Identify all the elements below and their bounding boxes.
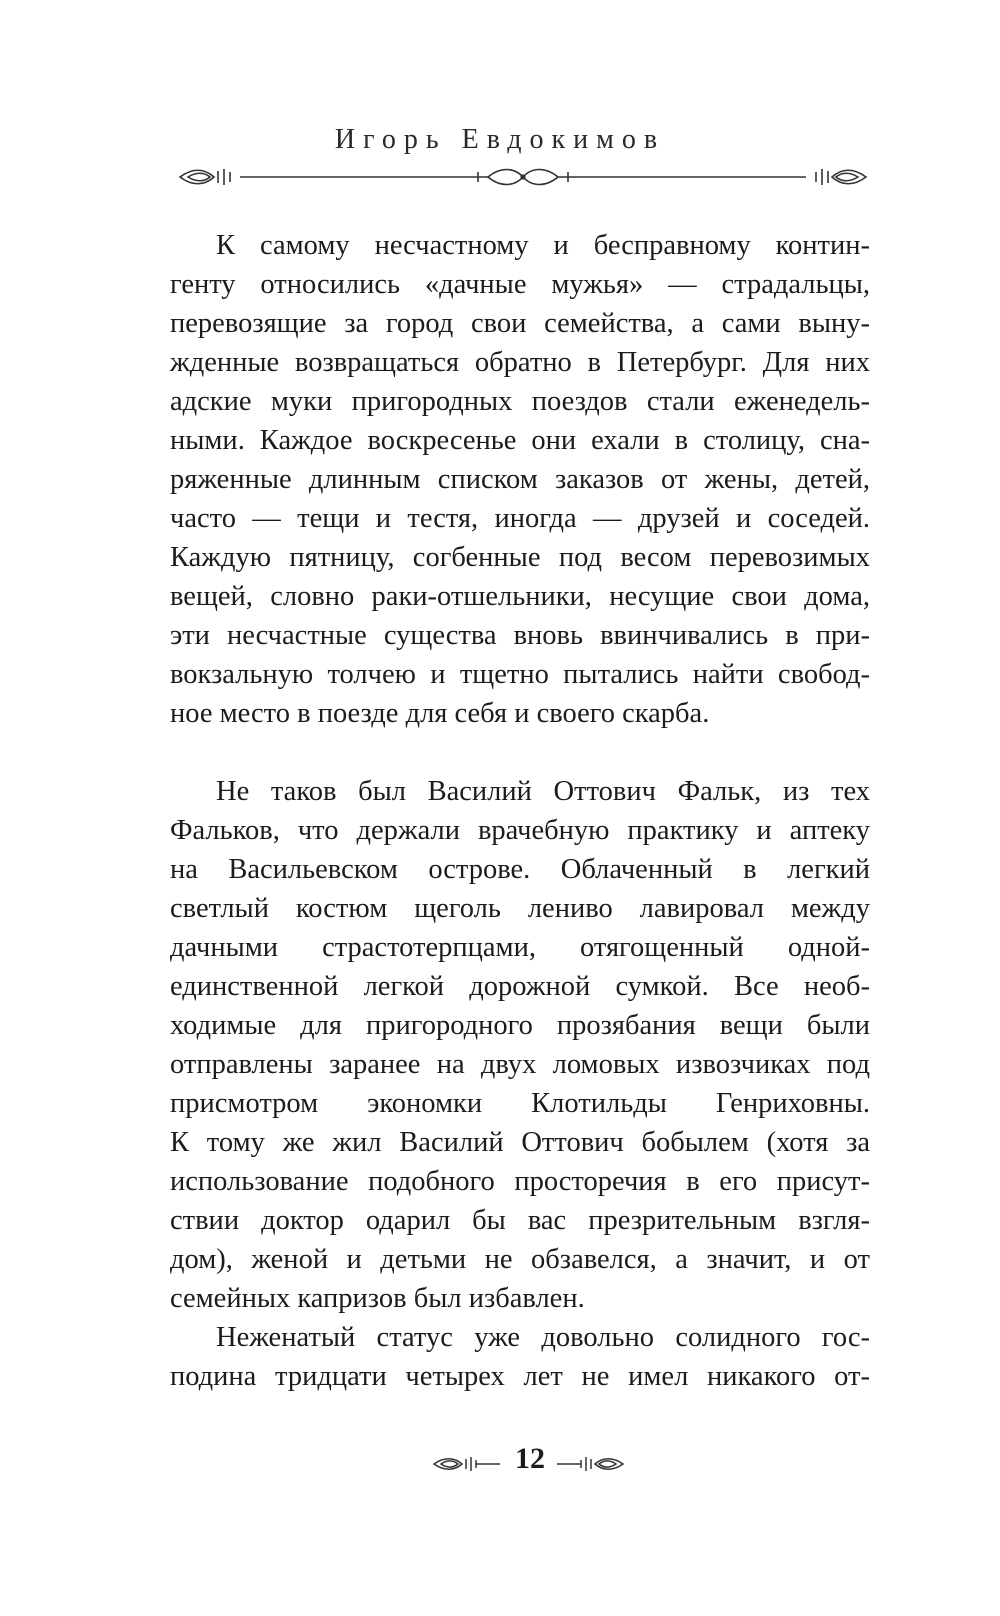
text-line: подина тридцати четырех лет не имел никакого от- [170, 1361, 870, 1392]
text-line: дом), женой и детьми не обзавелся, а значит, и от [170, 1244, 870, 1275]
text-line: вокзальную толчею и тщетно пытались найти свобод- [170, 659, 870, 690]
text-line: ходимые для пригородного прозябания вещи были [170, 1010, 870, 1041]
text-line: единственной легкой дорожной сумкой. Все необ- [170, 971, 870, 1002]
text-line: ными. Каждое воскресенье они ехали в столицу, сна- [170, 425, 870, 456]
flourish-icon [555, 1454, 625, 1474]
body-text [170, 226, 870, 1396]
paragraph-2 [170, 772, 870, 1318]
text-line: семейных капризов был избавлен. [170, 1283, 585, 1314]
flourish-icon [432, 1454, 502, 1474]
text-line: светлый костюм щеголь лениво лавировал между [170, 893, 870, 924]
text-line: часто — тещи и тестя, иногда — друзей и соседей. [170, 503, 870, 534]
text-line: жденные возвращаться обратно в Петербург. Для них [170, 347, 870, 378]
running-head-author: Игорь Евдокимов [334, 124, 666, 155]
text-line: генту относились «дачные мужья» — страдальцы, [170, 269, 870, 300]
text-line: перевозящие за город свои семейства, а сами выну- [170, 308, 870, 339]
paragraph-3 [170, 1318, 870, 1396]
text-line: отправлены заранее на двух ломовых извозчиках под [170, 1049, 870, 1080]
page-number: 12 [515, 1442, 545, 1475]
text-line: Не таков был Василий Оттович Фальк, из тех [216, 776, 870, 807]
paragraph-1 [170, 226, 870, 733]
text-line: использование подобного просторечия в его присут- [170, 1166, 870, 1197]
text-line: Фальков, что держали врачебную практику и аптеку [170, 815, 870, 846]
text-line: ряженные длинным списком заказов от жены, детей, [170, 464, 870, 495]
text-line: Неженатый статус уже довольно солидного гос- [216, 1322, 870, 1353]
text-line: К самому несчастному и бесправному контин- [216, 230, 870, 261]
decorative-rule-icon [178, 164, 868, 190]
text-line: на Васильевском острове. Облаченный в легкий [170, 854, 870, 885]
text-line: присмотром экономки Клотильды Генриховны. [170, 1088, 870, 1119]
text-line: вещей, словно раки-отшельники, несущие свои дома, [170, 581, 870, 612]
text-line: К тому же жил Василий Оттович бобылем (хотя за [170, 1127, 870, 1158]
page-footer [0, 1442, 1000, 1482]
text-line: эти несчастные существа вновь ввинчивались в при- [170, 620, 870, 651]
section-break [170, 733, 870, 772]
text-line: Каждую пятницу, согбенные под весом перевозимых [170, 542, 870, 573]
text-line: ное место в поезде для себя и своего скарба. [170, 698, 710, 729]
text-line: адские муки пригородных поездов стали еженедель- [170, 386, 870, 417]
text-line: дачными страстотерпцами, отягощенный одной- [170, 932, 870, 963]
text-line: ствии доктор одарил бы вас презрительным взгля- [170, 1205, 870, 1236]
